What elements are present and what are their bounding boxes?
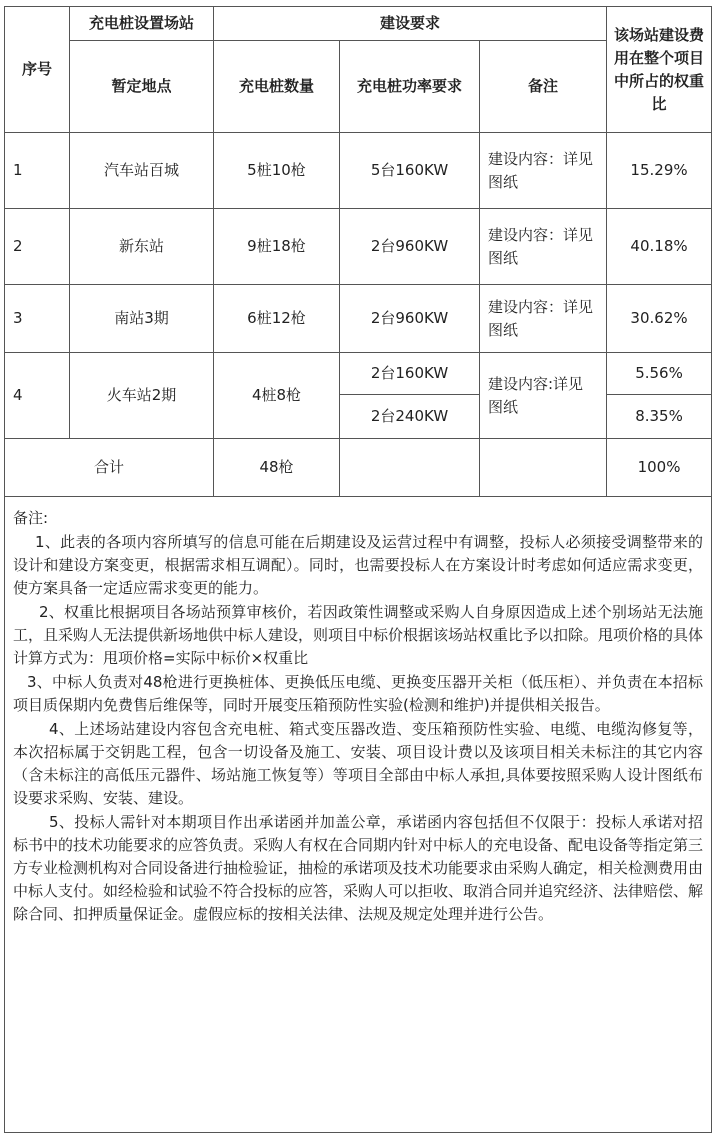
header-site-group: 充电桩设置场站 (70, 7, 214, 41)
cell-weight: 8.35% (607, 395, 712, 439)
cell-remark: 建设内容：详见图纸 (480, 285, 607, 353)
note-3: 3、中标人负责对48枪进行更换桩体、更换低压电缆、更换变压器开关柜（低压柜）、并负责在本招标项目质保期内免费售后维保等，同时开展变压箱预防性实验(检测和维护)并提供相关报告。 (13, 673, 704, 714)
cell-power: 2台960KW (340, 285, 480, 353)
cell-seq: 3 (5, 285, 70, 353)
cell-count: 9桩18枪 (214, 209, 340, 285)
cell-power: 2台960KW (340, 209, 480, 285)
cell-location: 新东站 (70, 209, 214, 285)
header-location: 暂定地点 (70, 41, 214, 133)
total-count: 48枪 (214, 439, 340, 497)
cell-weight: 40.18% (607, 209, 712, 285)
total-weight: 100% (607, 439, 712, 497)
table-row (5, 133, 712, 209)
notes-section (5, 497, 712, 1133)
note-4: 4、上述场站建设内容包含充电桩、箱式变压器改造、变压箱预防性实验、电缆、电缆沟修复等，本次招标属于交钥匙工程，包含一切设备及施工、安装、项目设计费以及该项目相关未标注的其它内容（含未标注的高低压元器件、场站施工恢复等）等项目全部由中标人承担,具体要按照采购人设计图纸布设要求采购、安装、建设。 (13, 720, 704, 807)
total-label: 合计 (5, 439, 214, 497)
header-seq: 序号 (5, 7, 70, 133)
cell-location: 汽车站百城 (70, 133, 214, 209)
cell-weight: 30.62% (607, 285, 712, 353)
cell-count: 5桩10枪 (214, 133, 340, 209)
cell-weight: 5.56% (607, 353, 712, 395)
construction-requirements-table (4, 6, 712, 1133)
cell-remark: 建设内容:详见图纸 (480, 353, 607, 439)
cell-remark: 建设内容：详见图纸 (480, 209, 607, 285)
cell-location: 南站3期 (70, 285, 214, 353)
header-weight: 该场站建设费用在整个项目中所占的权重比 (607, 7, 712, 133)
cell-seq: 1 (5, 133, 70, 209)
header-requirements-group: 建设要求 (214, 7, 607, 41)
note-5: 5、投标人需针对本期项目作出承诺函并加盖公章，承诺函内容包括但不仅限于：投标人承诺对招标书中的技术功能要求的应答负责。采购人有权在合同期内针对中标人的充电设备、配电设备等指定第三方专业检测机构对合同设备进行抽检验证，抽检的承诺项及技术功能要求由采购人确定，相关检测费用由中标人支付。如经检验和试验不符合投标的应答，采购人可以拒收、取消合同并追究经济、法律赔偿、解除合同、扣押质量保证金。虚假应标的按相关法律、法规及规定处理并进行公告。 (13, 813, 704, 923)
total-row (5, 439, 712, 497)
cell-power: 2台240KW (340, 395, 480, 439)
cell-weight: 15.29% (607, 133, 712, 209)
table-row (5, 209, 712, 285)
cell-power: 5台160KW (340, 133, 480, 209)
cell-count: 4桩8枪 (214, 353, 340, 439)
table-row (5, 353, 712, 395)
cell-seq: 2 (5, 209, 70, 285)
cell-location: 火车站2期 (70, 353, 214, 439)
cell-power: 2台160KW (340, 353, 480, 395)
table-row (5, 285, 712, 353)
note-2: 2、权重比根据项目各场站预算审核价，若因政策性调整或采购人自身原因造成上述个别场站无法施工，且采购人无法提供新场地供中标人建设，则项目中标价根据该场站权重比予以扣除。甩项价格的具体计算方式为：甩项价格=实际中标价×权重比 (13, 603, 704, 667)
note-1: 1、此表的各项内容所填写的信息可能在后期建设及运营过程中有调整，投标人必须接受调整带来的设计和建设方案变更，根据需求相互调配）。同时，也需要投标人在方案设计时考虑如何适应需求变更，使方案具备一定适应需求变更的能力。 (13, 533, 704, 597)
header-power: 充电桩功率要求 (340, 41, 480, 133)
header-remark: 备注 (480, 41, 607, 133)
notes-title: 备注: (13, 509, 49, 527)
header-count: 充电桩数量 (214, 41, 340, 133)
cell-remark: 建设内容：详见图纸 (480, 133, 607, 209)
cell-count: 6桩12枪 (214, 285, 340, 353)
cell-seq: 4 (5, 353, 70, 439)
